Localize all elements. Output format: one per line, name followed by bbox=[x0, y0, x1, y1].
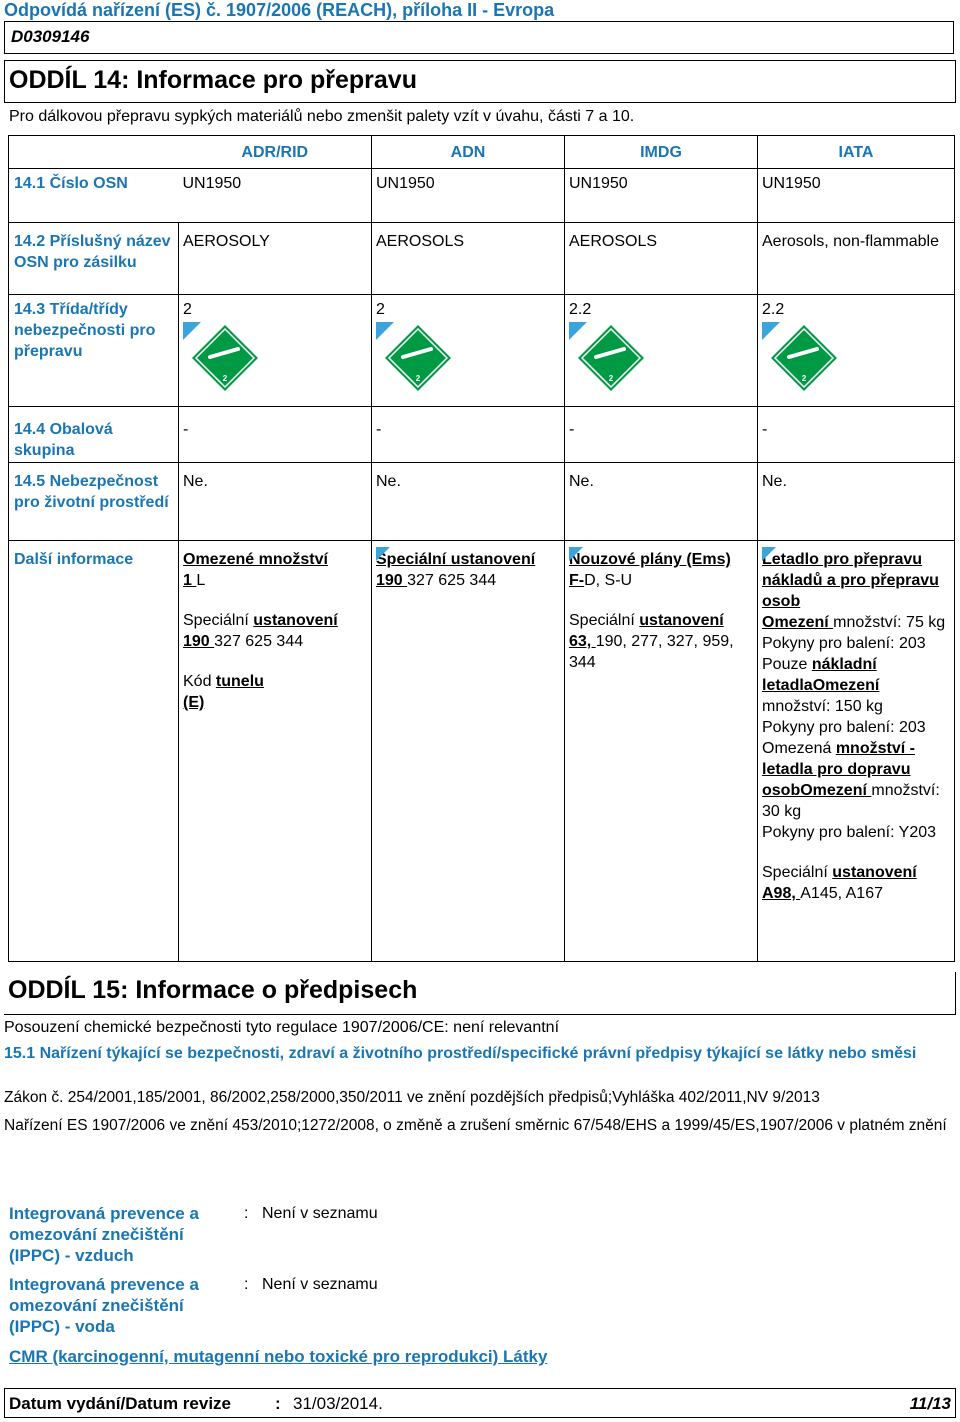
col-iata: IATA bbox=[758, 136, 955, 169]
cell-name-adr: AEROSOLY bbox=[179, 223, 372, 295]
footer-date: 31/03/2014. bbox=[293, 1394, 383, 1413]
cell-name-adn: AEROSOLS bbox=[372, 223, 565, 295]
gas-cylinder-pictogram bbox=[762, 322, 844, 394]
footer-page: 11/13 bbox=[909, 1394, 951, 1413]
section15-1-heading: 15.1 Nařízení týkající se bezpečnosti, zdraví a životního prostředí/specifické právní předpisy týkající se látky nebo směsi bbox=[4, 1045, 917, 1062]
flag-icon bbox=[376, 547, 390, 561]
ippc-water-label: Integrovaná prevence a omezování znečištění (IPPC) - voda bbox=[9, 1275, 199, 1336]
gas-cylinder-pictogram bbox=[569, 322, 651, 394]
class2-diamond-icon bbox=[770, 324, 838, 392]
chemical-safety-assessment: Posouzení chemické bezpečnosti tyto regulace 1907/2006/CE: není relevantní bbox=[4, 1019, 560, 1036]
class2-diamond-icon bbox=[191, 324, 259, 392]
ippc-water-value: Není v seznamu bbox=[262, 1276, 378, 1293]
cell-packing-iata: - bbox=[758, 407, 955, 463]
table-row bbox=[9, 223, 955, 295]
cell-un-adr: UN1950 bbox=[179, 169, 372, 223]
flag-icon bbox=[762, 547, 776, 561]
row-label-un: 14.1 Číslo OSN bbox=[9, 169, 179, 223]
cell-name-imdg: AEROSOLS bbox=[565, 223, 758, 295]
svg-text:2: 2 bbox=[415, 374, 421, 383]
ippc-water-colon: : bbox=[244, 1276, 249, 1293]
cmr-substances-link[interactable]: CMR (karcinogenní, mutagenní nebo toxické pro reprodukci) Látky bbox=[9, 1347, 548, 1366]
row-label-class: 14.3 Třída/třídy nebezpečnosti pro přepravu bbox=[9, 295, 179, 407]
svg-text:2: 2 bbox=[608, 374, 614, 383]
cell-other-adr: Omezené množství 1 L Speciální ustanovení 190 327 625 344 Kód tunelu (E) bbox=[179, 541, 372, 962]
svg-text:2: 2 bbox=[801, 374, 807, 383]
section15-title-box bbox=[4, 972, 956, 1015]
cell-name-iata: Aerosols, non-flammable bbox=[758, 223, 955, 295]
cell-un-adn: UN1950 bbox=[372, 169, 565, 223]
cell-packing-adn: - bbox=[372, 407, 565, 463]
gas-cylinder-pictogram bbox=[183, 322, 265, 394]
ippc-air-label: Integrovaná prevence a omezování znečištění (IPPC) - vzduch bbox=[9, 1204, 199, 1265]
table-header-row bbox=[9, 136, 955, 169]
table-row bbox=[9, 463, 955, 541]
table-row bbox=[9, 407, 955, 463]
class2-diamond-icon bbox=[577, 324, 645, 392]
doc-id: D0309146 bbox=[11, 27, 90, 46]
table-row bbox=[9, 295, 955, 407]
svg-text:2: 2 bbox=[222, 374, 228, 383]
footer-colon: : bbox=[275, 1394, 281, 1413]
cell-class-adn: 2 2 bbox=[372, 295, 565, 407]
footer-date-label: Datum vydání/Datum revize bbox=[9, 1394, 232, 1413]
row-label-packing: 14.4 Obalová skupina bbox=[9, 407, 179, 463]
row-label-other: Další informace bbox=[9, 541, 179, 962]
ippc-air-colon: : bbox=[244, 1205, 249, 1222]
cell-other-imdg: Nouzové plány (Ems) F-D, S-U Speciální ustanovení 63, 190, 277, 327, 959, 344 bbox=[565, 541, 758, 962]
row-label-env: 14.5 Nebezpečnost pro životní prostředí bbox=[9, 463, 179, 541]
section14-title: ODDÍL 14: Informace pro přepravu bbox=[9, 66, 417, 94]
cell-packing-adr: - bbox=[179, 407, 372, 463]
table-row-other bbox=[9, 541, 955, 962]
cell-packing-imdg: - bbox=[565, 407, 758, 463]
law-list-2: Nařízení ES 1907/2006 ve znění 453/2010;1272/2008, o změně a zrušení směrnic 67/548/EHS a 1999/45/ES,1907/2006 v platném znění bbox=[4, 1117, 947, 1134]
section14-intro: Pro dálkovou přepravu sypkých materiálů nebo zmenšit palety vzít v úvahu, části 7 a 10. bbox=[9, 108, 635, 125]
col-adr: ADR/RID bbox=[179, 136, 372, 169]
row-label-name: 14.2 Příslušný název OSN pro zásilku bbox=[9, 223, 179, 295]
cell-un-imdg: UN1950 bbox=[565, 169, 758, 223]
cell-env-adn: Ne. bbox=[372, 463, 565, 541]
cell-env-iata: Ne. bbox=[758, 463, 955, 541]
ippc-air-value: Není v seznamu bbox=[262, 1205, 378, 1222]
section14-title-box bbox=[4, 60, 956, 103]
cell-class-iata: 2.2 2 bbox=[758, 295, 955, 407]
cell-other-iata: Letadlo pro přepravu nákladů a pro přepravu osob Omezení množství: 75 kg Pokyny pro balení: 203 Pouze nákladní letadlaOmezení množství: 150 kg Pokyny pro balení: 203 Omezená množství - letadla pro dopravu osobOmezení množství: 30 kg Pokyny pro balení: Y203 Speciální ustanovení A98, A145, A167 bbox=[758, 541, 955, 962]
col-imdg: IMDG bbox=[565, 136, 758, 169]
cell-other-adn: Speciální ustanovení 190 327 625 344 bbox=[372, 541, 565, 962]
table-row bbox=[9, 169, 955, 223]
transport-table bbox=[8, 135, 955, 962]
class2-diamond-icon bbox=[384, 324, 452, 392]
cell-env-imdg: Ne. bbox=[565, 463, 758, 541]
gas-cylinder-pictogram bbox=[376, 322, 458, 394]
doc-id-box bbox=[4, 21, 954, 54]
flag-icon bbox=[569, 547, 583, 561]
cell-env-adr: Ne. bbox=[179, 463, 372, 541]
law-list-1: Zákon č. 254/2001,185/2001, 86/2002,258/2000,350/2011 ve znění pozdějších předpisů;Vyhláška 402/2011,NV 9/2013 bbox=[4, 1089, 820, 1106]
cell-un-iata: UN1950 bbox=[758, 169, 955, 223]
footer bbox=[4, 1388, 956, 1418]
cell-class-adr: 2 2 bbox=[179, 295, 372, 407]
regulation-header: Odpovídá nařízení (ES) č. 1907/2006 (REACH), příloha II - Evropa bbox=[4, 0, 555, 20]
cell-class-imdg: 2.2 2 bbox=[565, 295, 758, 407]
section15-title: ODDÍL 15: Informace o předpisech bbox=[8, 976, 418, 1004]
col-adn: ADN bbox=[372, 136, 565, 169]
